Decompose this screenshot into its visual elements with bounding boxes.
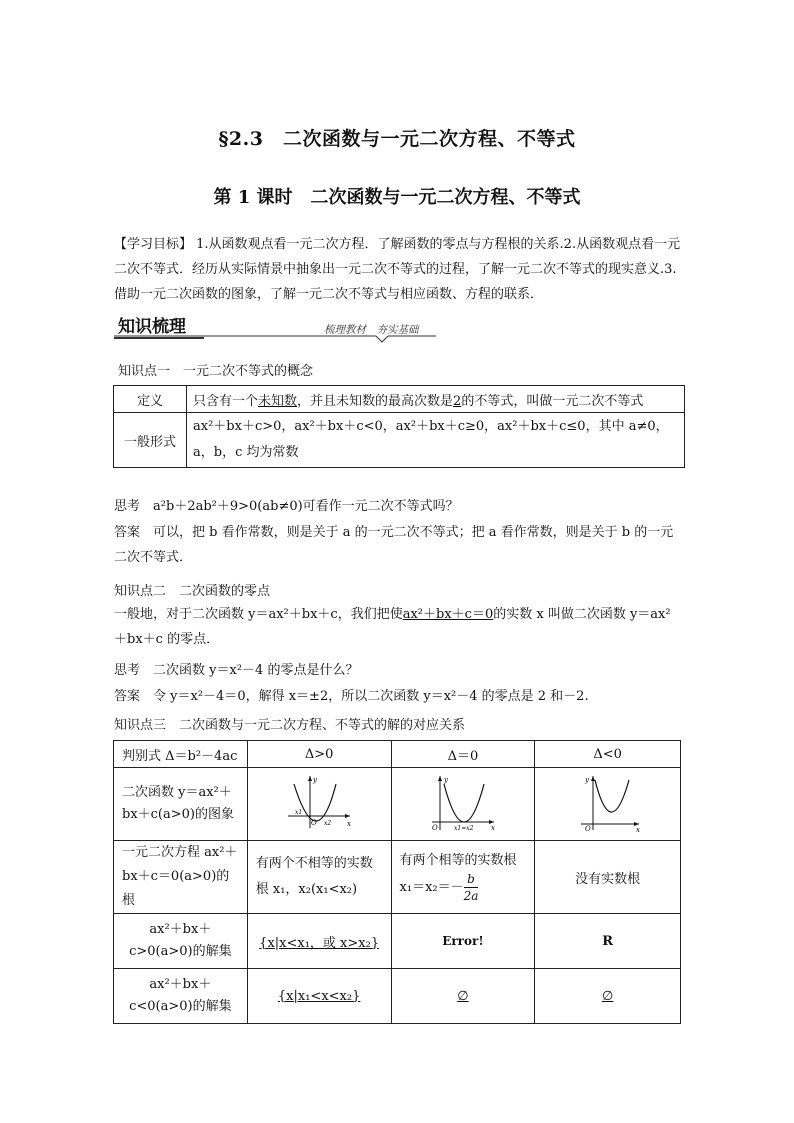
- graph-row-label: 二次函数 y＝ax²＋bx＋c(a>0)的图象: [114, 768, 248, 841]
- answer1-label: 答案: [114, 525, 141, 540]
- think2-text: 二次函数 y＝x²－4 的零点是什么？: [153, 663, 359, 678]
- roots-two-distinct: 有两个不相等的实数根 x₁，x₂(x₁<x₂): [247, 841, 391, 914]
- roots-none: 没有实数根: [535, 841, 681, 914]
- definition-table: [113, 385, 685, 468]
- svg-text:O: O: [431, 824, 438, 832]
- header-negative: Δ<0: [535, 741, 681, 768]
- svg-text:O: O: [311, 819, 317, 827]
- think1-label: 思考: [114, 499, 141, 514]
- think1: [114, 494, 682, 519]
- svg-text:x: x: [490, 824, 495, 832]
- think1-text: a²b＋2ab²＋9>0(ab≠0)可看作一元二次不等式吗？: [153, 499, 459, 514]
- svg-text:O: O: [584, 825, 591, 832]
- graph-two-roots-cell: [247, 768, 391, 841]
- svg-text:x: x: [347, 820, 352, 828]
- lesson-title: 第 1 课时 二次函数与一元二次方程、不等式: [213, 187, 581, 208]
- header-discriminant: 判别式 Δ＝b²－4ac: [114, 741, 248, 768]
- graph-no-roots: [573, 772, 643, 832]
- roots-row-label: 一元二次方程 ax²＋bx＋c＝0(a>0)的根: [114, 841, 248, 914]
- banner-subtitle: 梳理教材 夯实基础: [324, 324, 419, 336]
- answer1: [114, 520, 682, 570]
- objectives-label: 【学习目标】: [114, 237, 193, 252]
- greater-solution-no-roots: R: [535, 914, 681, 969]
- underlined-unknown: 未知数: [258, 393, 298, 409]
- answer1-text: 可以，把 b 看作常数，则是关于 a 的一元二次不等式；把 a 看作常数，则是关于 b 的一元二次不等式．: [114, 525, 674, 565]
- answer2-label: 答案: [114, 689, 141, 704]
- general-form-text: ax²＋bx＋c>0，ax²＋bx＋c<0，ax²＋bx＋c≥0，ax²＋bx＋c≤0，其中 a≠0，a，b，c 均为常数: [187, 413, 685, 468]
- section-banner: [114, 310, 436, 344]
- header-zero: Δ＝0: [391, 741, 535, 768]
- objectives-text: 1.从函数观点看一元二次方程．了解函数的零点与方程根的关系.2.从函数观点看一元二次不等式．经历从实际情景中抽象出一元二次不等式的过程，了解一元二次不等式的现实意义.3.借助一元二次函数的图象，了解一元二次不等式与相应函数、方程的联系．: [114, 237, 681, 302]
- kp1-heading: 知识点一 一元二次不等式的概念: [118, 364, 314, 379]
- fraction-b-over-2a: $\frac{b}{2a}$: [463, 871, 479, 903]
- header-positive: Δ>0: [247, 741, 391, 768]
- greater-solution-two-roots: {x|x<x₁，或 x>x₂}: [247, 914, 391, 969]
- graph-row: [114, 768, 681, 841]
- learning-objectives: [114, 232, 682, 307]
- less-solution-row: [114, 969, 681, 1024]
- section-title: §2.3 二次函数与一元二次方程、不等式: [218, 128, 576, 150]
- definition-row: [114, 386, 685, 413]
- banner-title: 知识梳理: [118, 317, 186, 337]
- table-header-row: [114, 741, 681, 768]
- kp2-heading: 知识点二 二次函数的零点: [114, 584, 271, 599]
- svg-text:y: y: [584, 776, 589, 784]
- think2: [114, 658, 682, 683]
- think2-label: 思考: [114, 663, 141, 678]
- correspondence-table: [113, 740, 681, 1024]
- general-form-row: [114, 413, 685, 468]
- graph-two-roots: [284, 772, 354, 832]
- less-solution-label: ax²＋bx＋c<0(a>0)的解集: [114, 969, 248, 1024]
- svg-text:y: y: [443, 776, 448, 784]
- less-solution-one-root: ∅: [391, 969, 535, 1024]
- svg-text:x1: x1: [295, 809, 303, 816]
- svg-text:x1=x2: x1=x2: [453, 825, 474, 832]
- svg-text:y: y: [313, 776, 318, 784]
- graph-one-root-cell: [391, 768, 535, 841]
- greater-solution-row: [114, 914, 681, 969]
- graph-no-roots-cell: [535, 768, 681, 841]
- definition-label: 定义: [114, 386, 187, 413]
- definition-text: 只含有一个未知数，并且未知数的最高次数是2的不等式，叫做一元二次不等式: [187, 386, 685, 413]
- answer2: [114, 684, 682, 709]
- roots-row: [114, 841, 681, 914]
- greater-solution-one-root: Error!: [391, 914, 535, 969]
- graph-one-root: [428, 772, 498, 832]
- less-solution-two-roots: {x|x₁<x<x₂}: [247, 969, 391, 1024]
- svg-text:x: x: [635, 826, 640, 832]
- less-solution-no-roots: ∅: [535, 969, 681, 1024]
- greater-solution-label: ax²＋bx＋c>0(a>0)的解集: [114, 914, 248, 969]
- kp3-heading: 知识点三 二次函数与一元二次方程、不等式的解的对应关系: [114, 718, 466, 733]
- kp2-text: 一般地，对于二次函数 y＝ax²＋bx＋c，我们把使ax²＋bx＋c＝0的实数 x 叫做二次函数 y＝ax²＋bx＋c 的零点．: [114, 607, 671, 647]
- underlined-degree: 2: [453, 393, 462, 409]
- svg-text:x2: x2: [324, 820, 332, 827]
- roots-double: 有两个相等的实数根 x₁＝x₂＝－ $\frac{b}{2a}$: [391, 841, 535, 914]
- general-form-label: 一般形式: [114, 413, 187, 468]
- underlined-equation: ax²＋bx＋c＝0: [402, 607, 494, 622]
- answer2-text: 令 y＝x²－4＝0，解得 x＝±2，所以二次函数 y＝x²－4 的零点是 2 和－2.: [153, 689, 589, 704]
